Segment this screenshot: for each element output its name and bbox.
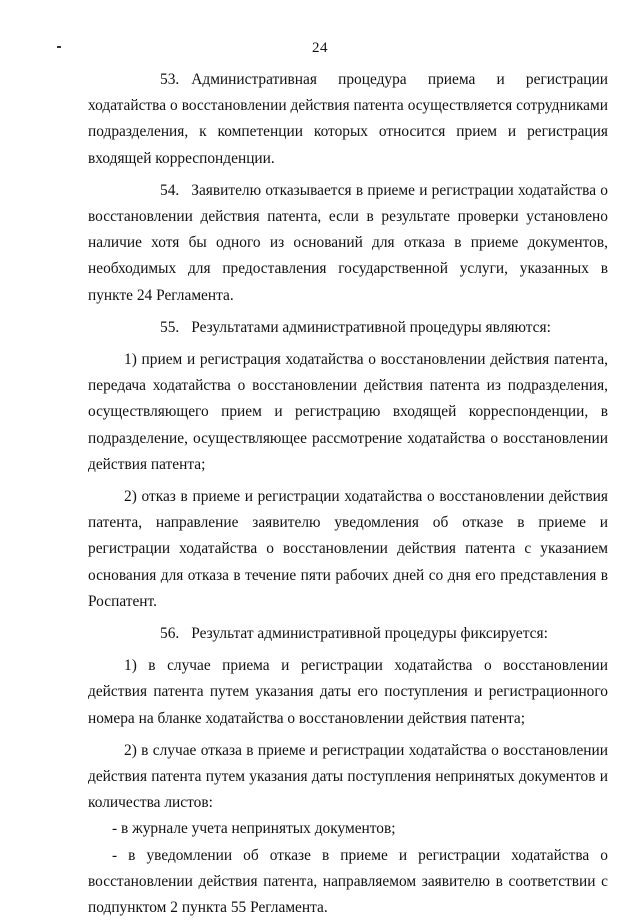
paragraph-text: 2) отказ в приеме и регистрации ходатайства о восстановлении действия патента, направление заявителю уведомления об отказе в приеме и регистрации ходатайства о восстановлении действия патента с указанием основания для отказа в течение пяти рабочих дней со дня его представления в Роспатент. [88, 488, 608, 610]
paragraph-number: 53. [160, 71, 180, 88]
paragraph-55-item-2 [88, 484, 608, 615]
paragraph-55 [88, 315, 608, 341]
paragraph-number: 56. [160, 625, 180, 643]
paragraph-55-item-1 [88, 347, 608, 478]
paragraph-56-item-2 [88, 738, 608, 817]
paragraph-text: - в уведомлении об отказе в приеме и регистрации ходатайства о восстановлении действия патента, направляемом заявителю в соответствии с подпунктом 2 пункта 55 Регламента. [88, 846, 608, 917]
paragraph-number: 54. [160, 181, 180, 199]
paragraph-text: 2) в случае отказа в приеме и регистрации ходатайства о восстановлении действия патента путем указания даты поступления непринятых документов и количества листов: [88, 741, 608, 812]
paragraph-text: - в журнале учета непринятых документов; [112, 820, 396, 838]
paragraph-text: 1) прием и регистрация ходатайства о восстановлении действия патента, передача ходатайства о восстановлении действия патента из подразделения, осуществляющего прием и регистрацию входящей корреспонденции, в подразделение, осуществляющее рассмотрение ходатайства о восстановлении действия патента; [88, 351, 608, 473]
list-item [88, 816, 608, 842]
paragraph-text: Административная процедура приема и регистрации ходатайства о восстановлении действия патента осуществляется сотрудниками подразделения, к компетенции которых относится прием и регистрация входящей корреспонденции. [88, 71, 608, 167]
paragraph-56 [88, 621, 608, 647]
paragraph-text: Результат административной процедуры фиксируется: [191, 625, 548, 643]
paragraph-number: 55. [160, 318, 180, 336]
paragraph-text: 1) в случае приема и регистрации ходатайства о восстановлении действия патента путем указания даты его поступления и регистрационного номера на бланке ходатайства о восстановлении действия патента; [88, 657, 608, 727]
page-number: 24 [312, 40, 328, 56]
document-body [88, 67, 608, 921]
paragraph-53 [88, 67, 608, 172]
paragraph-56-item-1 [88, 653, 608, 732]
paragraph-text: Результатами административной процедуры являются: [191, 318, 551, 336]
list-item [88, 843, 608, 921]
paragraph-text: Заявителю отказывается в приеме и регистрации ходатайства о восстановлении действия патента, если в результате проверки установлено наличие хотя бы одного из оснований для отказа в приеме документов, необходимых для предоставления государственной услуги, указанных в пункте 24 Регламента. [88, 181, 608, 304]
paragraph-54 [88, 178, 608, 309]
